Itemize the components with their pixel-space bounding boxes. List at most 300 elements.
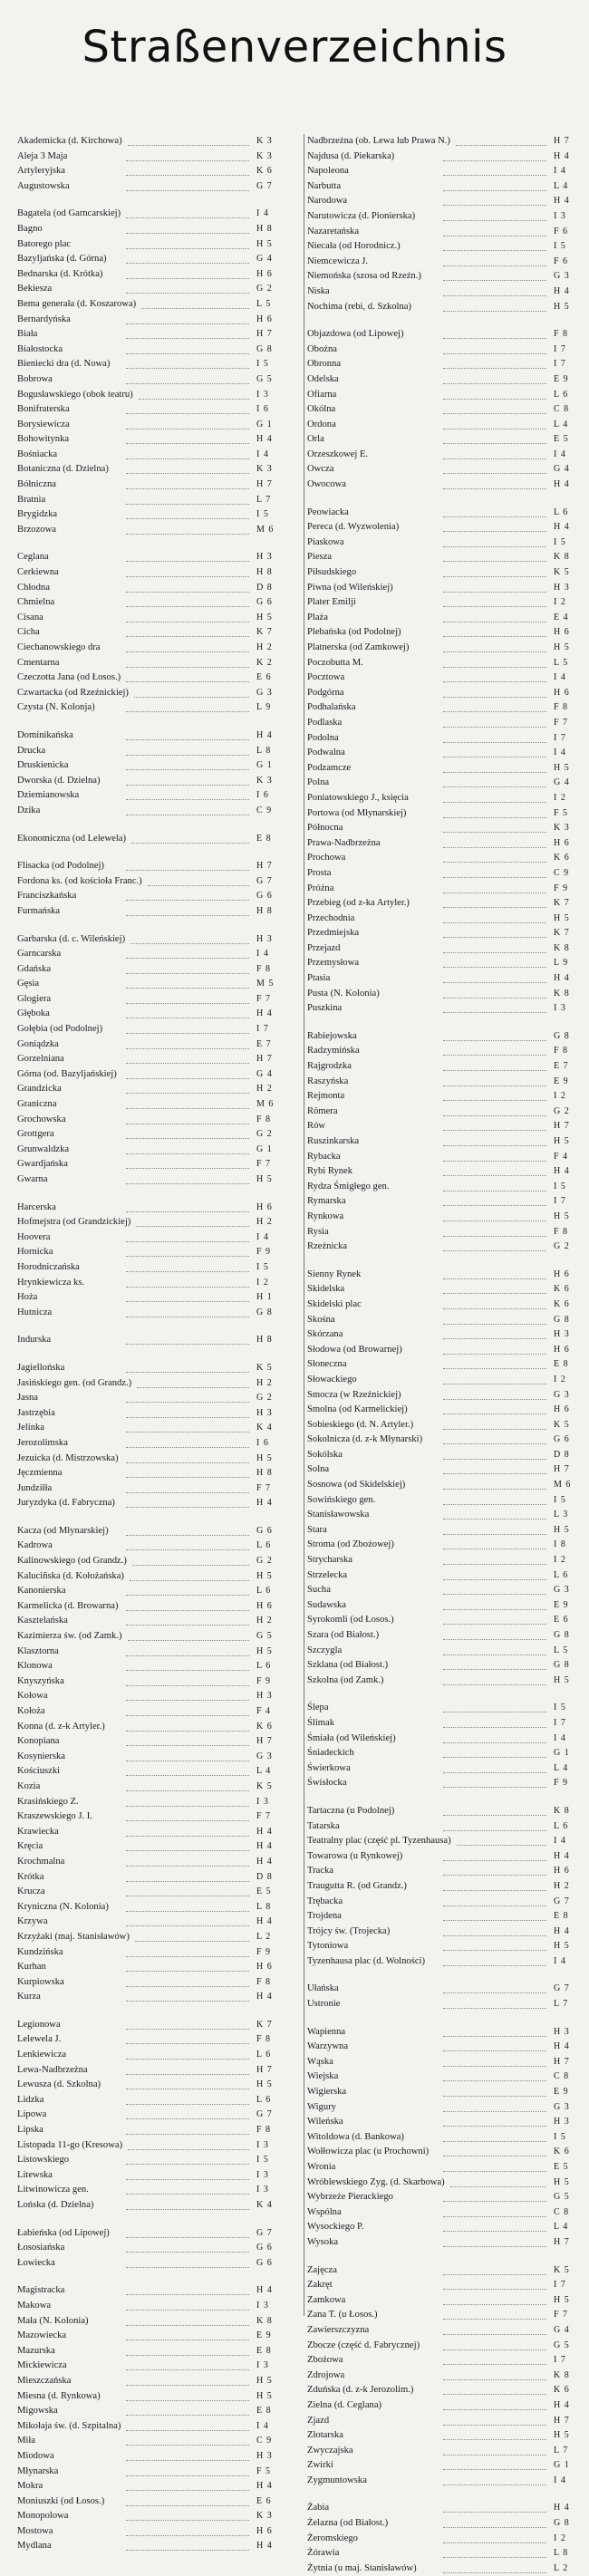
street-entry <box>17 1539 276 1554</box>
leader-dots <box>443 1249 546 1251</box>
street-name: Przebieg (od z-ka Artyler.) <box>307 898 410 909</box>
street-entry <box>17 327 276 343</box>
leader-dots <box>130 1579 249 1581</box>
street-name: Zielna (d. Ceglana) <box>307 2399 382 2410</box>
street-name: Kurpiowska <box>17 1976 64 1987</box>
grid-reference: E 5 <box>256 1886 272 1897</box>
street-name: Rów <box>307 1121 326 1132</box>
street-entry <box>307 987 574 1002</box>
street-entry <box>307 1418 574 1433</box>
street-entry <box>307 2293 574 2309</box>
leader-dots <box>443 337 546 339</box>
street-name: Szczygla <box>307 1645 343 1655</box>
street-name: Teatralny plac (część pl. Tyzenhausa) <box>307 1836 451 1847</box>
street-name: Śniadeckich <box>307 1748 354 1759</box>
street-name: Tyzenhausa plac (d. Wolności) <box>307 1955 425 1966</box>
street-name: Grottgera <box>17 1129 54 1140</box>
grid-reference: I 3 <box>256 389 269 400</box>
street-entry <box>17 1215 276 1230</box>
grid-reference: H 4 <box>554 522 570 533</box>
street-name: Skidelski plac <box>307 1298 362 1309</box>
leader-dots <box>443 204 546 206</box>
grid-reference: E 8 <box>554 1359 569 1370</box>
leader-dots <box>443 2095 546 2097</box>
street-entry <box>17 2419 276 2435</box>
street-name: Gdańska <box>17 963 52 974</box>
leader-dots <box>443 2200 546 2202</box>
leader-dots <box>443 1039 546 1041</box>
grid-reference: L 8 <box>256 1901 272 1912</box>
leader-dots <box>443 1353 546 1355</box>
street-entry <box>307 1658 574 1674</box>
grid-reference: F 9 <box>256 1946 272 1957</box>
street-entry <box>307 357 574 372</box>
street-name: Witoldowa (d. Bankowa) <box>307 2131 404 2142</box>
leader-dots <box>443 1726 546 1728</box>
grid-reference: G 4 <box>554 777 570 788</box>
street-entry <box>307 1240 574 1255</box>
section-gap <box>17 1511 276 1524</box>
leader-dots <box>126 1985 249 1987</box>
section-gap <box>17 819 276 832</box>
street-entry <box>17 550 276 565</box>
grid-reference: H 6 <box>256 1201 273 1212</box>
leader-dots <box>126 651 249 652</box>
street-name: Północna <box>307 823 343 834</box>
section-gap <box>307 1017 574 1029</box>
street-name: Cmentarna <box>17 657 60 668</box>
grid-reference: I 4 <box>256 1231 269 1242</box>
street-name: Nazaretańska <box>307 226 360 236</box>
street-name: Sucha <box>307 1585 331 1596</box>
leader-dots <box>126 621 249 622</box>
grid-reference: F 5 <box>554 807 569 818</box>
grid-reference: H 5 <box>256 1645 273 1656</box>
street-entry <box>307 700 574 716</box>
street-name: Ułańska <box>307 1983 339 1994</box>
grid-reference: I 4 <box>256 949 269 960</box>
leader-dots <box>126 1092 249 1094</box>
grid-reference: L 6 <box>256 2050 272 2060</box>
grid-reference: G 6 <box>256 891 273 902</box>
street-name: Kazimierza św. (od Zamk.) <box>17 1631 122 1642</box>
street-name: Bratnia <box>17 494 46 505</box>
leader-dots <box>443 1756 546 1758</box>
street-name: Podwalna <box>307 748 345 758</box>
leader-dots <box>126 1077 249 1079</box>
street-name: Traugutta R. (od Grandz.) <box>307 1880 407 1891</box>
section-gap <box>307 2012 574 2025</box>
street-entry <box>307 1373 574 1388</box>
grid-reference: G 8 <box>554 1030 570 1041</box>
leader-dots <box>126 1476 249 1478</box>
leader-dots <box>443 831 546 833</box>
grid-reference: K 3 <box>256 775 273 786</box>
grid-reference: H 3 <box>554 2117 570 2127</box>
leader-dots <box>126 1137 249 1139</box>
grid-reference: H 2 <box>256 1616 273 1626</box>
grid-reference: C 9 <box>256 805 273 815</box>
grid-reference: I 3 <box>256 2360 269 2371</box>
street-name: Mieszczańska <box>17 2375 72 2386</box>
street-entry <box>307 776 574 791</box>
grid-reference: I 2 <box>554 1091 566 1102</box>
grid-reference: F 8 <box>256 2034 272 2045</box>
leader-dots <box>443 1160 546 1162</box>
grid-reference: F 8 <box>554 702 569 713</box>
street-entry <box>307 1553 574 1568</box>
street-name: Zawierszczyzna <box>307 2324 370 2335</box>
grid-reference: K 8 <box>554 988 570 999</box>
leader-dots <box>126 1032 249 1034</box>
street-name: Dziemianowska <box>17 790 80 801</box>
leader-dots <box>443 2050 546 2051</box>
street-name: Lenkiewicza <box>17 2050 67 2060</box>
grid-reference: L 6 <box>554 507 569 517</box>
grid-reference: G 2 <box>256 1129 273 1140</box>
street-entry <box>307 1538 574 1553</box>
grid-reference: H 5 <box>554 2430 570 2441</box>
street-entry <box>307 432 574 448</box>
grid-reference: E 6 <box>554 1615 569 1626</box>
street-name: Skośna <box>307 1314 335 1325</box>
street-name: Puszkina <box>307 1003 343 1014</box>
grid-reference: I 4 <box>256 449 269 459</box>
street-name: Przemysłowa <box>307 958 360 969</box>
street-name: Polna <box>307 777 330 788</box>
street-entry <box>307 535 574 551</box>
leader-dots <box>126 412 249 414</box>
grid-reference: E 5 <box>554 434 569 445</box>
grid-reference: H 2 <box>256 1377 273 1388</box>
leader-dots <box>131 842 249 844</box>
leader-dots <box>126 1211 249 1212</box>
street-entry <box>307 2176 574 2191</box>
leader-dots <box>126 1047 249 1049</box>
leader-dots <box>443 235 546 236</box>
grid-reference: G 3 <box>256 687 273 698</box>
street-name: Słowackiego <box>307 1374 357 1384</box>
grid-reference: I 2 <box>554 1374 566 1384</box>
street-name: Tracka <box>307 1866 334 1877</box>
grid-reference: K 5 <box>256 1780 273 1791</box>
street-name: Brygidzka <box>17 509 58 520</box>
grid-reference: I 7 <box>554 2280 566 2291</box>
leader-dots <box>126 1316 249 1317</box>
street-name: Wspólna <box>307 2206 342 2217</box>
section-gap <box>17 194 276 207</box>
street-entry <box>307 134 574 150</box>
street-name: Litewska <box>17 2169 53 2180</box>
street-entry <box>17 1082 276 1097</box>
street-name: Kasztelańska <box>17 1616 68 1626</box>
street-name: Sowińskiego gen. <box>307 1494 376 1505</box>
leader-dots <box>126 1669 249 1671</box>
street-entry <box>17 507 276 523</box>
leader-dots <box>126 1343 249 1345</box>
street-name: Mickiewicza <box>17 2360 67 2371</box>
street-name: Poczobutta M. <box>307 657 363 668</box>
grid-reference: F 8 <box>256 1976 272 1987</box>
street-entry <box>17 2168 276 2184</box>
street-entry <box>307 1939 574 1954</box>
grid-reference: C 8 <box>554 2071 570 2082</box>
street-entry <box>17 2183 276 2198</box>
leader-dots <box>443 249 546 251</box>
street-entry <box>17 1885 276 1900</box>
leader-dots <box>126 666 249 668</box>
street-name: Skórzana <box>307 1329 343 1340</box>
street-name: Sokolnicza (d. z-k Młynarski) <box>307 1434 423 1445</box>
grid-reference: H 5 <box>554 2176 570 2187</box>
leader-dots <box>126 899 249 901</box>
leader-dots <box>126 1123 249 1124</box>
grid-reference: F 7 <box>554 2310 569 2320</box>
leader-dots <box>443 2542 546 2543</box>
street-entry <box>17 1584 276 1599</box>
leader-dots <box>457 1844 546 1846</box>
leader-dots <box>126 1534 249 1536</box>
grid-reference: G 4 <box>554 2324 570 2335</box>
leader-dots <box>126 277 249 279</box>
leader-dots <box>126 1002 249 1004</box>
grid-reference: C 8 <box>554 404 570 415</box>
street-entry <box>17 1795 276 1810</box>
street-entry <box>307 269 574 285</box>
leader-dots <box>443 1563 546 1565</box>
street-entry <box>307 1628 574 1644</box>
street-entry <box>17 2314 276 2330</box>
leader-dots <box>126 2489 249 2491</box>
leader-dots <box>443 1578 546 1580</box>
grid-reference: I 5 <box>554 1181 566 1192</box>
leader-dots <box>126 442 249 444</box>
street-entry <box>17 595 276 611</box>
grid-reference: H 4 <box>554 196 570 207</box>
street-name: Gęsia <box>17 979 40 989</box>
street-entry <box>307 1313 574 1328</box>
street-name: Tatarska <box>307 1820 340 1831</box>
leader-dots <box>443 1383 546 1384</box>
street-name: Żytnia (u maj. Stanisławów) <box>307 2562 417 2573</box>
leader-dots <box>126 1970 249 1972</box>
street-name: Śmiała (od Wileńskiej) <box>307 1732 396 1743</box>
street-entry <box>17 1569 276 1585</box>
grid-reference: E 9 <box>554 1599 569 1610</box>
leader-dots <box>141 307 249 309</box>
grid-reference: F 4 <box>256 1706 272 1716</box>
leader-dots <box>126 2000 249 2002</box>
leader-dots <box>443 906 546 908</box>
leader-dots <box>126 2133 249 2135</box>
grid-reference: K 6 <box>554 2147 570 2157</box>
grid-reference: H 4 <box>554 1166 570 1177</box>
leader-dots <box>126 768 249 770</box>
grid-reference: I 2 <box>256 1277 269 1288</box>
street-entry <box>17 372 276 388</box>
leader-dots <box>126 1182 249 1184</box>
leader-dots <box>126 2088 249 2089</box>
leader-dots <box>137 1386 249 1388</box>
leader-dots <box>443 726 546 728</box>
street-entry <box>17 1645 276 1660</box>
street-entry <box>307 1119 574 1134</box>
street-name: Mikołaja św. (d. Szpitalna) <box>17 2420 121 2431</box>
street-name: Lewusza (d. Szkolna) <box>17 2079 101 2090</box>
leader-dots <box>443 1905 546 1906</box>
grid-reference: G 6 <box>256 2257 273 2268</box>
street-entry <box>307 1925 574 1940</box>
street-entry <box>307 2532 574 2547</box>
street-entry <box>307 150 574 165</box>
street-entry <box>307 2414 574 2429</box>
leader-dots <box>443 1684 546 1685</box>
street-name: Strycharska <box>307 1555 353 1566</box>
street-entry <box>17 2032 276 2048</box>
street-entry <box>307 1493 574 1509</box>
street-entry <box>307 1194 574 1210</box>
grid-reference: H 6 <box>256 2525 273 2536</box>
leader-dots <box>126 972 249 974</box>
leader-dots <box>443 1442 546 1444</box>
street-name: Bółniczna <box>17 479 56 490</box>
street-entry <box>17 1554 276 1569</box>
grid-reference: G 5 <box>256 373 273 384</box>
street-name: Miodowa <box>17 2450 54 2461</box>
leader-dots <box>126 262 249 264</box>
grid-reference: H 4 <box>256 434 273 445</box>
street-name: Skidelska <box>307 1284 345 1295</box>
grid-reference: H 6 <box>554 1269 570 1279</box>
leader-dots <box>126 323 249 324</box>
leader-dots <box>443 1992 546 1993</box>
leader-dots <box>443 174 546 176</box>
street-name: Platnerska (od Zamkowej) <box>307 642 410 652</box>
street-name: Migowska <box>17 2406 58 2417</box>
street-entry <box>307 462 574 478</box>
grid-reference: K 6 <box>554 2385 570 2396</box>
street-name: Plaża <box>307 612 328 622</box>
grid-reference: H 4 <box>256 1008 273 1019</box>
grid-reference: G 2 <box>554 1241 570 1252</box>
leader-dots <box>126 1017 249 1018</box>
street-name: Przedmiejska <box>307 928 360 939</box>
leader-dots <box>443 2110 546 2112</box>
street-entry <box>17 2078 276 2093</box>
grid-reference: H 8 <box>256 1335 273 1346</box>
leader-dots <box>443 591 546 593</box>
street-entry <box>17 1157 276 1172</box>
street-entry <box>307 896 574 912</box>
grid-reference: I 4 <box>554 672 566 683</box>
street-entry <box>307 926 574 941</box>
street-entry <box>17 1659 276 1674</box>
leader-dots <box>126 2534 249 2536</box>
street-entry <box>17 2465 276 2480</box>
street-name: Hoovera <box>17 1231 51 1242</box>
leader-dots <box>126 1594 249 1596</box>
street-name: Grochowska <box>17 1114 66 1124</box>
street-entry <box>307 716 574 731</box>
street-name: Gołębia (od Podolnej) <box>17 1024 103 1035</box>
street-entry <box>307 1997 574 2012</box>
street-entry <box>307 1164 574 1180</box>
street-name: Strzelecka <box>307 1569 348 1580</box>
grid-reference: K 6 <box>256 1721 273 1732</box>
grid-reference: G 7 <box>554 1896 570 1906</box>
grid-reference: H 7 <box>554 2056 570 2067</box>
leader-dots <box>443 1711 546 1713</box>
leader-dots <box>126 2266 249 2268</box>
leader-dots <box>126 1774 249 1776</box>
grid-reference: E 8 <box>256 833 272 844</box>
leader-dots <box>130 942 249 944</box>
grid-reference: H 2 <box>256 1084 273 1095</box>
street-entry <box>307 1701 574 1716</box>
grid-reference: K 3 <box>256 136 273 146</box>
grid-reference: K 8 <box>554 2369 570 2380</box>
street-entry <box>307 641 574 656</box>
street-name: Zamkowa <box>307 2294 346 2305</box>
leader-dots <box>443 575 546 577</box>
street-name: Bekiesza <box>17 284 53 294</box>
street-name: Słodowa (od Browarnej) <box>307 1344 402 1355</box>
street-name: Piwna (od Wileńskiej) <box>307 582 393 593</box>
street-name: Jelinka <box>17 1423 45 1433</box>
grid-reference: H 6 <box>554 1344 570 1355</box>
grid-reference: K 3 <box>256 2511 273 2522</box>
street-name: Szara (od Białost.) <box>307 1630 380 1640</box>
street-entry <box>17 1674 276 1690</box>
grid-reference: E 9 <box>554 373 569 384</box>
leader-dots <box>135 1940 249 1942</box>
leader-dots <box>126 2309 249 2311</box>
grid-reference: F 8 <box>554 329 569 340</box>
leader-dots <box>443 2378 546 2380</box>
grid-reference: L 2 <box>554 2562 569 2573</box>
leader-dots <box>126 1609 249 1611</box>
street-name: Lidzka <box>17 2094 44 2105</box>
street-name: Flisacka (od Podolnej) <box>17 861 104 872</box>
street-name: Wiejska <box>307 2071 339 2082</box>
street-name: Zana T. (u Łosos.) <box>307 2310 378 2320</box>
grid-reference: I 4 <box>554 1955 566 1966</box>
street-entry <box>307 418 574 433</box>
leader-dots <box>126 2354 249 2356</box>
street-entry <box>307 388 574 403</box>
grid-reference: L 9 <box>256 702 272 713</box>
street-name: Trojdena <box>307 1911 342 1922</box>
street-entry <box>307 611 574 626</box>
street-entry <box>17 565 276 581</box>
street-entry <box>17 2018 276 2033</box>
leader-dots <box>126 1270 249 1272</box>
street-name: Miła <box>17 2436 36 2446</box>
leader-dots <box>126 1300 249 1302</box>
street-name: Klasztorna <box>17 1645 59 1656</box>
grid-reference: I 6 <box>256 1437 269 1448</box>
leader-dots <box>126 517 249 519</box>
street-entry <box>17 1143 276 1158</box>
street-name: Cisana <box>17 612 43 622</box>
grid-reference: H 2 <box>554 1880 570 1891</box>
section-gap <box>307 1969 574 1982</box>
street-name: Odelska <box>307 373 339 384</box>
street-entry <box>17 1113 276 1128</box>
street-name: Kalinowskiego (od Grandz.) <box>17 1556 127 1567</box>
street-name: Żabia <box>307 2503 330 2513</box>
grid-reference: F 8 <box>554 1046 569 1056</box>
